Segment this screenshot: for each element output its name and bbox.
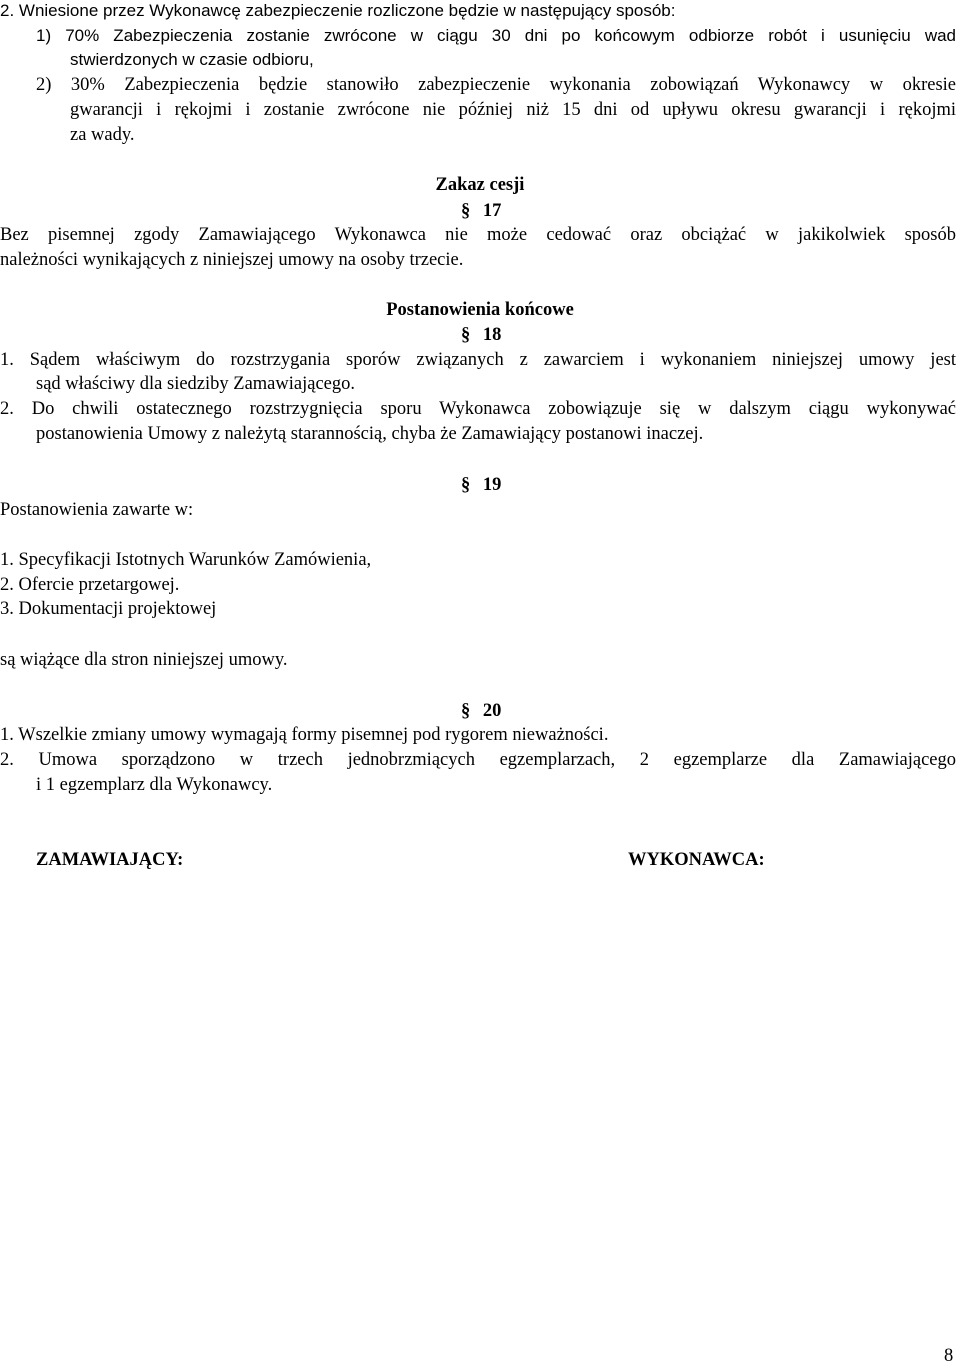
signature-label-wykonawca: WYKONAWCA: (628, 850, 765, 870)
section-17-line-2: należności wynikających z niniejszej umowy na osoby trzecie. (0, 250, 464, 270)
clause-2-item-2-line-1: 2) 30% Zabezpieczenia będzie stanowiło zabezpieczenie wykonania zobowiązań Wykonawcy w okresie (36, 75, 956, 95)
section-sign-icon: § (461, 201, 471, 221)
section-17-line-1: Bez pisemnej zgody Zamawiającego Wykonawca nie może cedować oraz obciążać w jakikolwiek sposób (0, 225, 956, 245)
clause-2-item-1-line-1: 1) 70% Zabezpieczenia zostanie zwrócone w ciągu 30 dni po końcowym odbiorze robót i usunięciu wad (36, 26, 956, 45)
section-19-closing: są wiążące dla stron niniejszej umowy. (0, 650, 288, 670)
section-20-item-1: 1. Wszelkie zmiany umowy wymagają formy pisemnej pod rygorem nieważności. (0, 725, 609, 745)
section-18-number: § 18 (461, 325, 502, 345)
section-19-intro: Postanowienia zawarte w: (0, 500, 194, 520)
section-20-item-2-line-2: i 1 egzemplarz dla Wykonawcy. (36, 775, 273, 795)
clause-2-item-1-line-2: stwierdzonych w czasie odbioru, (70, 50, 314, 69)
section-19-number: § 19 (461, 475, 502, 495)
section-20-number: § 20 (461, 701, 502, 721)
section-19-item-3: 3. Dokumentacji projektowej (0, 599, 217, 619)
section-18-item-2-line-1: 2. Do chwili ostatecznego rozstrzygnięcia sporu Wykonawca zobowiązuje się w dalszym ciągu wykonywać (0, 399, 956, 419)
section-18-item-1-line-2: sąd właściwy dla siedziby Zamawiającego. (36, 374, 356, 394)
section-sign-icon: § (461, 325, 471, 345)
section-17-title: Zakaz cesji (435, 175, 525, 195)
section-sign-icon: § (461, 475, 471, 495)
page-number: 8 (944, 1346, 954, 1366)
clause-2-heading: 2. Wniesione przez Wykonawcę zabezpieczenie rozliczone będzie w następujący sposób: (0, 1, 676, 20)
section-17-number: § 17 (461, 201, 502, 221)
section-19-item-2: 2. Ofercie przetargowej. (0, 575, 180, 595)
clause-2-item-2-line-2: gwarancji i rękojmi i zostanie zwrócone nie później niż 15 dni od upływu okresu gwarancji i rękojmi (70, 100, 956, 120)
section-20-item-2-line-1: 2. Umowa sporządzono w trzech jednobrzmiących egzemplarzach, 2 egzemplarze dla Zamawiającego (0, 750, 956, 770)
clause-2-item-2-line-3: za wady. (70, 125, 135, 145)
section-18-item-1-line-1: 1. Sądem właściwym do rozstrzygania sporów związanych z zawarciem i wykonaniem niniejszej umowy jest (0, 350, 956, 370)
section-18-item-2-line-2: postanowienia Umowy z należytą starannością, chyba że Zamawiający postanowi inaczej. (36, 424, 704, 444)
signature-label-zamawiajacy: ZAMAWIAJĄCY: (36, 850, 184, 870)
section-19-item-1: 1. Specyfikacji Istotnych Warunków Zamówienia, (0, 550, 372, 570)
section-sign-icon: § (461, 701, 471, 721)
section-18-title: Postanowienia końcowe (386, 300, 574, 320)
